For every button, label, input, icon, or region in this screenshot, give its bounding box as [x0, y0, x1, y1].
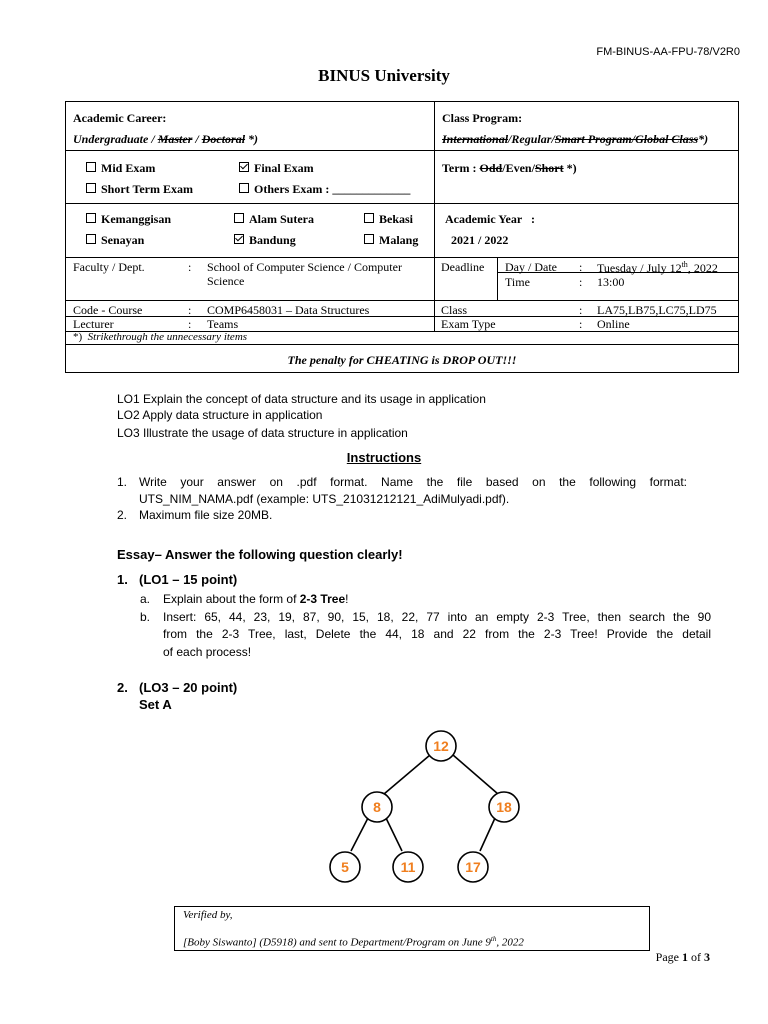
mid-exam-option [86, 161, 155, 176]
day-date-label: Day / Date [505, 260, 557, 274]
question-number: 1. [117, 572, 128, 587]
col-divider [497, 257, 498, 300]
university-title: BINUS University [318, 66, 450, 85]
page-label: Page [655, 950, 682, 964]
lecturer-label: Lecturer [73, 317, 114, 331]
verified-date-ordinal: th [490, 935, 497, 943]
class-label: Class [441, 303, 468, 317]
academic-career-label: Academic Career: [73, 111, 167, 125]
final-exam-label: Final Exam [254, 161, 314, 175]
campus-malang [364, 233, 418, 248]
colon: : [579, 317, 583, 331]
separator: / [508, 132, 512, 146]
career-undergraduate: Undergraduate [73, 132, 149, 146]
essay-heading: Essay– Answer the following question clearly! [117, 547, 403, 562]
date-ordinal: th [681, 260, 688, 269]
tree-edge [384, 755, 430, 794]
note-marker: *) [73, 331, 83, 343]
checkbox-unchecked-icon [239, 183, 249, 193]
faculty-label: Faculty / Dept. [73, 260, 145, 274]
tree-node-left-left-label: 5 [341, 859, 349, 875]
academic-career-options [73, 132, 258, 147]
academic-year-value: 2021 / 2022 [451, 233, 509, 247]
question-1b-line3: of each process! [163, 645, 252, 659]
instruction-1-line2: UTS_NIM_NAMA.pdf (example: UTS_21031212121_AdiMulyadi.pdf). [139, 492, 510, 506]
colon: : [579, 303, 583, 317]
q1a-end: ! [345, 592, 349, 606]
note-text: Strikethrough the unnecessary items [87, 331, 248, 343]
checkbox-unchecked-icon [86, 183, 96, 193]
question-1b-line2: from the 2-3 Tree, last, Delete the 44, 18 and 22 from the 2-3 Tree! Provide the detail [163, 627, 711, 641]
tree-edge [351, 818, 368, 851]
campus-bandung [234, 233, 296, 248]
lecturer-value: Teams [207, 317, 239, 331]
faculty-value-line1: School of Computer Science / Computer [207, 260, 402, 274]
verified-by-label: Verified by, [183, 909, 233, 921]
checkbox-checked-icon [234, 234, 244, 244]
separator: / [502, 161, 506, 175]
career-doctoral: Doctoral [201, 132, 246, 146]
class-program-options [442, 132, 708, 147]
academic-year-label: Academic Year : [445, 212, 535, 226]
checkbox-unchecked-icon [234, 213, 244, 223]
campus-alam-sutera [234, 212, 314, 227]
program-regular: Regular [511, 132, 552, 146]
others-exam-option [239, 182, 410, 197]
tree-node-left-label: 8 [373, 799, 381, 815]
campus-bekasi [364, 212, 413, 227]
row-divider [66, 344, 738, 345]
faculty-value-line2: Science [207, 274, 245, 288]
row-divider [66, 203, 738, 204]
checkbox-unchecked-icon [364, 234, 374, 244]
instruction-number: 2. [117, 508, 128, 522]
date-year: , 2022 [687, 261, 718, 275]
q1a-bold-term: 2-3 Tree [299, 592, 346, 606]
deadline-label: Deadline [441, 260, 485, 274]
term-even: Even [505, 161, 532, 175]
time-label: Time [505, 275, 530, 289]
checkbox-unchecked-icon [86, 234, 96, 244]
faculty-value [207, 260, 432, 288]
short-term-exam-label: Short Term Exam [101, 182, 194, 196]
separator: / [531, 161, 535, 175]
exam-type-value: Online [597, 317, 630, 331]
short-term-exam-option [86, 182, 193, 197]
program-smart-global: Smart Program/Global Class [554, 132, 699, 146]
form-code: FM-BINUS-AA-FPU-78/V2R0 [596, 46, 740, 58]
question-2-title: (LO3 – 20 point) [139, 680, 238, 695]
verification-box [174, 906, 650, 951]
tree-node-left-right-label: 11 [400, 859, 416, 875]
instruction-1-line1: Write your answer on .pdf format. Name the file based on the following format: [139, 475, 687, 489]
current-page: 1 [682, 950, 688, 964]
program-international: International [442, 132, 509, 146]
total-pages: 3 [704, 950, 710, 964]
tree-edge [453, 755, 498, 794]
q1a-text: Explain about the form of [163, 592, 300, 606]
question-2-set: Set A [139, 697, 172, 712]
separator: / [551, 132, 555, 146]
term-short: Short [534, 161, 564, 175]
checkbox-checked-icon [239, 162, 249, 172]
career-master: Master [157, 132, 193, 146]
row-divider [66, 150, 738, 151]
campus-senayan [86, 233, 144, 248]
verified-year: , 2022 [496, 936, 524, 949]
verified-text: [Boby Siswanto] (D5918) and sent to Department/Program on June 9 [183, 936, 491, 949]
campus-label: Senayan [101, 233, 145, 247]
tree-edge [386, 818, 402, 851]
campus-label: Malang [379, 233, 419, 247]
instruction-number: 1. [117, 475, 128, 489]
exam-header-table [65, 101, 739, 373]
code-course-label: Code - Course [73, 303, 143, 317]
learning-outcome-1: LO1 Explain the concept of data structure and its usage in application [117, 392, 486, 406]
checkbox-unchecked-icon [86, 213, 96, 223]
colon: : [188, 303, 192, 317]
note-marker: *) [245, 132, 259, 146]
campus-label: Bekasi [379, 212, 414, 226]
class-value: LA75,LB75,LC75,LD75 [597, 303, 717, 317]
verified-by-detail [183, 935, 524, 949]
term-odd: Odd [479, 161, 503, 175]
colon: : [579, 275, 583, 289]
checkbox-unchecked-icon [364, 213, 374, 223]
question-1b-line1: Insert: 65, 44, 23, 19, 87, 90, 15, 18, 22, 77 into an empty 2-3 Tree, then search the 90 [163, 610, 711, 624]
mid-exam-label: Mid Exam [101, 161, 156, 175]
question-number: 2. [117, 680, 128, 695]
instructions-title: Instructions [346, 450, 422, 465]
separator: / [148, 132, 158, 146]
cheating-penalty-notice: The penalty for CHEATING is DROP OUT!!! [287, 353, 517, 367]
learning-outcome-2: LO2 Apply data structure in application [117, 408, 323, 422]
date-text: Tuesday / July 12 [597, 261, 682, 275]
tree-diagram [320, 726, 530, 886]
colon: : [188, 260, 192, 274]
question-1-title: (LO1 – 15 point) [139, 572, 238, 587]
day-date-value [597, 260, 718, 276]
separator: / [192, 132, 202, 146]
colon: : [188, 317, 192, 331]
strikethrough-note [73, 331, 247, 343]
code-course-value: COMP6458031 – Data Structures [207, 303, 370, 317]
time-value: 13:00 [597, 275, 625, 289]
row-divider [66, 257, 738, 258]
note-marker: *) [563, 161, 577, 175]
question-1a [163, 591, 348, 609]
row-divider [66, 300, 738, 301]
campus-label: Bandung [249, 233, 296, 247]
final-exam-option [239, 161, 314, 176]
tree-edge [480, 818, 495, 851]
colon: : [579, 260, 583, 274]
exam-type-label: Exam Type [441, 317, 496, 331]
class-program-label: Class Program: [442, 111, 523, 125]
col-divider [434, 102, 435, 331]
campus-label: Kemanggisan [101, 212, 172, 226]
term-field [442, 161, 577, 176]
page-of: of [688, 950, 704, 964]
learning-outcome-3: LO3 Illustrate the usage of data structure in application [117, 426, 408, 440]
sub-label: a. [140, 592, 151, 606]
page-number [656, 950, 710, 965]
term-label: Term : [442, 161, 480, 175]
tree-node-right-label: 18 [496, 799, 512, 815]
sub-label: b. [140, 610, 151, 624]
tree-node-root-label: 12 [433, 738, 449, 754]
campus-kemanggisan [86, 212, 171, 227]
checkbox-unchecked-icon [86, 162, 96, 172]
others-exam-label: Others Exam : _____________ [254, 182, 411, 196]
tree-node-right-left-label: 17 [465, 859, 481, 875]
instruction-2: Maximum file size 20MB. [139, 508, 273, 522]
note-marker: *) [698, 132, 709, 146]
campus-label: Alam Sutera [249, 212, 314, 226]
